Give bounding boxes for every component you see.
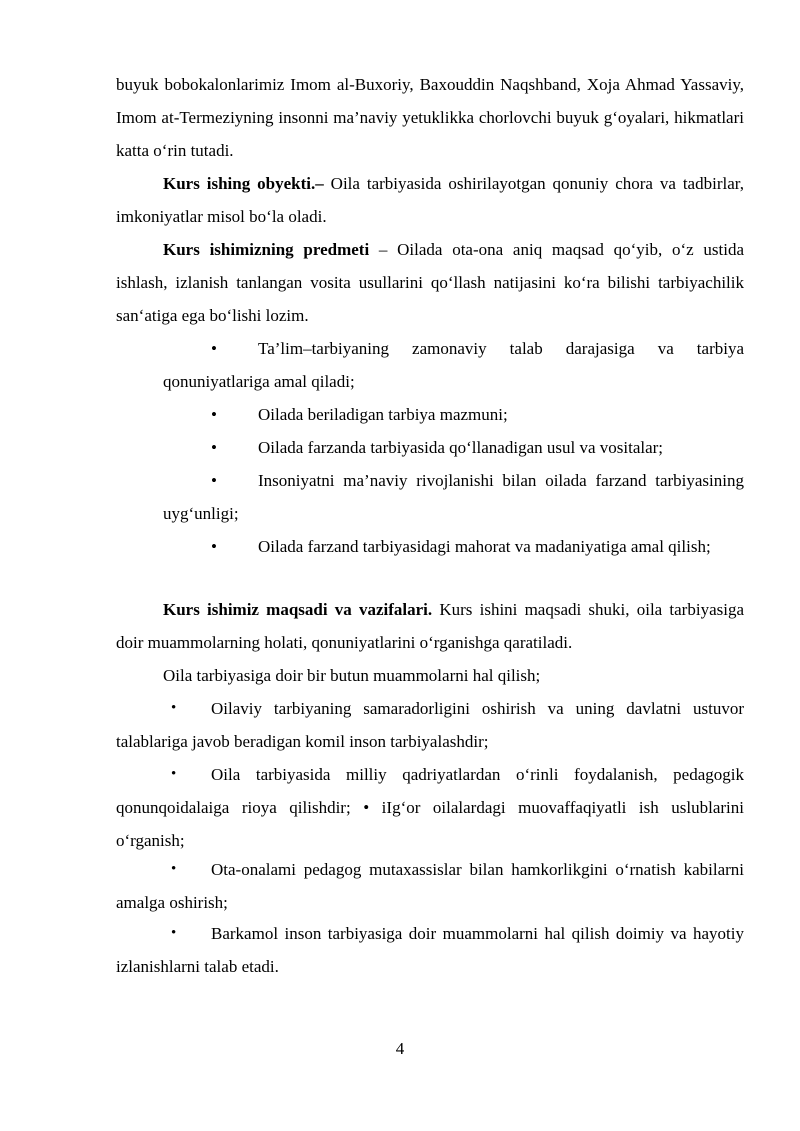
list-item-text: Oilada farzanda tarbiyasida qo‘llanadigan usul va vositalar; — [258, 438, 664, 457]
list-item — [163, 332, 744, 398]
subject-paragraph — [116, 233, 744, 332]
list-item-text: Barkamol inson tarbiyasiga doir muammolarni hal qilish doimiy va hayotiy izlanishlarni talab etadi. — [116, 924, 744, 976]
bullet-icon: • — [171, 766, 177, 782]
list-item-text: Oilada beriladigan tarbiya mazmuni; — [258, 405, 508, 424]
list-item — [116, 853, 744, 919]
goals-intro: Oila tarbiyasiga doir bir butun muammolarni hal qilish; — [163, 666, 541, 685]
list-item-text: Oilada farzand tarbiyasidagi mahorat va madaniyatiga amal qilish; — [258, 537, 711, 556]
list-item-text: Insoniyatni ma’naviy rivojlanishi bilan oilada farzand tarbiyasining uyg‘unligi; — [163, 471, 744, 523]
bullet-icon: • — [171, 861, 177, 877]
subject-heading: Kurs ishimizning predmeti — [163, 240, 370, 259]
bullet-icon: • — [211, 438, 217, 457]
list-item — [116, 917, 744, 983]
list-item-text: Ta’lim–tarbiyaning zamonaviy talab darajasiga va tarbiya qonuniyatlariga amal qiladi; — [163, 339, 744, 391]
object-paragraph — [116, 167, 744, 233]
object-heading: Kurs ishing obyekti.– — [163, 174, 324, 193]
intro-paragraph: buyuk bobokalonlarimiz Imom al-Buxoriy, Baxouddin Naqshband, Xoja Ahmad Yassaviy, Imom at-Termeziyning insonni ma’naviy yetuklikka chorlovchi buyuk g‘oyalari, hikmatlari katta o‘rin tutadi. — [116, 75, 744, 160]
list-item — [163, 431, 744, 464]
subject-text: – Oilada ota-ona aniq maqsad qo‘yib, o‘z ustida ishlash, izlanish tanlangan vosita usullarini qo‘llash natijasini ko‘ra bilishi tarbiyachilik san‘atiga ega bo‘lishi lozim. — [116, 240, 745, 325]
list-item — [116, 758, 744, 857]
bullet-icon: • — [171, 925, 177, 941]
list-item — [163, 464, 744, 530]
list-item — [116, 692, 744, 758]
list-item — [163, 398, 744, 431]
goals-text: Kurs ishini maqsadi shuki, oila tarbiyasiga doir muammolarning holati, qonuniyatlarini o‘rganishga qaratiladi. — [116, 600, 744, 652]
bullet-icon: • — [211, 471, 217, 490]
list-item — [163, 530, 744, 563]
object-text: Oila tarbiyasida oshirilayotgan qonuniy chora va tadbirlar, imkoniyatlar misol bo‘la oladi. — [116, 174, 744, 226]
bullet-icon: • — [211, 537, 217, 556]
list-item-text: Ota-onalami pedagog mutaxassislar bilan hamkorlikgini o‘rnatish kabilarni amalga oshirish; — [116, 860, 744, 912]
goals-heading: Kurs ishimiz maqsadi va vazifalari. — [163, 600, 433, 619]
bullet-icon: • — [211, 339, 217, 358]
bullet-icon: • — [171, 700, 177, 716]
list-item-text: Oila tarbiyasida milliy qadriyatlardan o‘rinli foydalanish, pedagogik qonunqoidalaiga rioya qilishdir; • iIg‘or oilalardagi muovaffaqiyatli ish uslublarini o‘rganish; — [116, 765, 744, 850]
goals-paragraph — [116, 593, 744, 659]
page-number: 4 — [395, 1039, 405, 1058]
bullet-icon: • — [211, 405, 217, 424]
list-item-text: Oilaviy tarbiyaning samaradorligini oshirish va uning davlatni ustuvor talablariga javob beradigan komil inson tarbiyalashdir; — [116, 699, 744, 751]
